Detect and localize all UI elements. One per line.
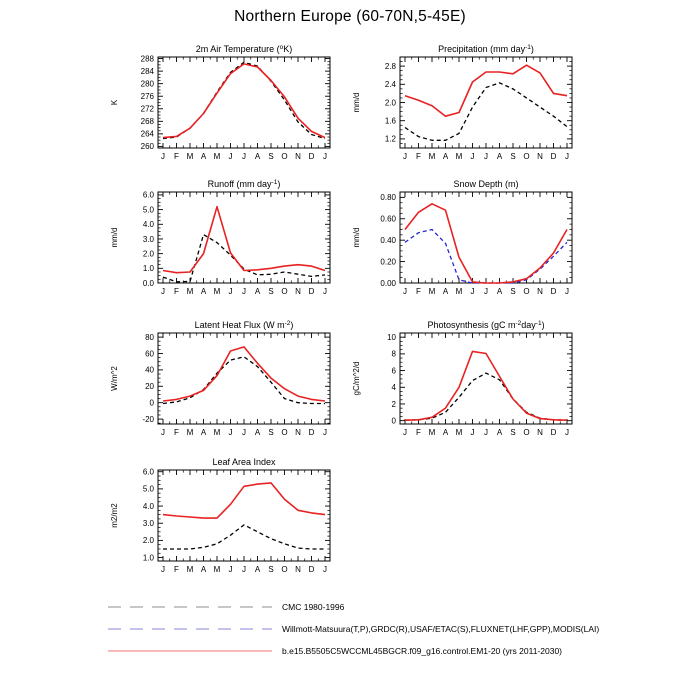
x-tick-label: F — [174, 287, 179, 296]
page-title: Northern Europe (60-70N,5-45E) — [234, 8, 466, 25]
series-line-obs-dashed-black — [163, 62, 325, 138]
y-tick-label: 2.0 — [142, 536, 154, 546]
x-tick-label: J — [403, 152, 407, 161]
x-tick-label: A — [200, 565, 207, 574]
y-tick-label: 4 — [391, 383, 396, 393]
x-tick-label: J — [161, 287, 165, 296]
x-tick-label: J — [484, 428, 488, 437]
x-tick-label: F — [174, 152, 179, 161]
x-tick-label: J — [323, 565, 327, 574]
y-tick-label: 1.2 — [384, 134, 396, 144]
y-tick-label: 0.00 — [380, 278, 396, 288]
series-line-obs-dashed-black — [405, 373, 567, 420]
chart-panel-1 — [100, 40, 350, 172]
x-tick-label: O — [281, 287, 288, 296]
y-tick-label: 272 — [140, 104, 154, 114]
x-tick-label: A — [200, 152, 207, 161]
y-tick-label: 0.20 — [380, 257, 396, 267]
legend-label: b.e15.B5505C5WCCML45BGCR.f09_g16.control.EM1-20 (yrs 2011-2030) — [282, 646, 563, 656]
y-tick-label: 6 — [391, 366, 396, 376]
y-axis-label: gC/m^2/d — [352, 361, 361, 396]
x-tick-label: S — [268, 287, 274, 296]
x-tick-label: O — [281, 428, 288, 437]
x-tick-label: J — [161, 565, 165, 574]
chart-panel-3 — [100, 175, 350, 307]
y-tick-label: 6.0 — [142, 467, 154, 477]
x-tick-label: J — [484, 152, 488, 161]
y-tick-label: 5.0 — [142, 484, 154, 494]
y-tick-label: 2.0 — [142, 249, 154, 259]
chart-panel-7 — [100, 453, 350, 585]
x-tick-label: O — [281, 152, 288, 161]
x-tick-label: A — [200, 287, 207, 296]
y-axis-label: mm/d — [352, 227, 361, 248]
x-axis — [161, 57, 327, 161]
x-tick-label: S — [268, 152, 274, 161]
x-tick-label: D — [550, 287, 557, 296]
y-tick-label: 0.40 — [380, 235, 396, 245]
chart-panel-4 — [342, 175, 592, 307]
chart-panel-6 — [342, 316, 592, 448]
x-tick-label: A — [442, 287, 449, 296]
x-tick-label: M — [186, 287, 194, 296]
y-tick-label: 20 — [145, 382, 154, 392]
legend-item — [100, 596, 599, 618]
chart-title: Runoff (mm day$^{-1}$) — [207, 178, 281, 189]
x-tick-label: D — [550, 428, 557, 437]
y-tick-label: 260 — [140, 142, 154, 152]
x-tick-label: J — [403, 428, 407, 437]
x-tick-label: J — [484, 287, 488, 296]
x-tick-label: A — [496, 152, 503, 161]
x-tick-label: D — [550, 152, 557, 161]
y-tick-label: 280 — [140, 79, 154, 89]
x-tick-label: N — [537, 287, 543, 296]
x-tick-label: J — [470, 287, 475, 296]
y-tick-label: 288 — [140, 54, 154, 64]
x-tick-label: M — [428, 428, 436, 437]
y-tick-label: 8 — [391, 349, 396, 359]
x-tick-label: S — [510, 287, 516, 296]
x-tick-label: J — [323, 287, 327, 296]
x-tick-label: S — [268, 428, 274, 437]
x-tick-label: J — [470, 152, 475, 161]
x-tick-label: S — [510, 152, 516, 161]
y-tick-label: 264 — [140, 129, 154, 139]
y-tick-label: 4.0 — [142, 220, 154, 230]
y-tick-label: 0 — [149, 398, 154, 408]
x-tick-label: O — [523, 287, 530, 296]
series-line-obs-dashed-black — [163, 235, 325, 282]
y-axis — [387, 333, 572, 425]
y-axis — [380, 192, 572, 288]
x-tick-label: A — [496, 287, 503, 296]
x-tick-label: J — [323, 428, 327, 437]
y-tick-label: 6.0 — [142, 190, 154, 200]
y-axis-label: mm/d — [110, 227, 119, 248]
x-tick-label: M — [213, 565, 221, 574]
x-tick-label: J — [242, 152, 246, 161]
x-tick-label: J — [565, 287, 569, 296]
x-axis — [161, 333, 327, 437]
series-line-obs-dashed-blue — [405, 230, 567, 284]
x-tick-label: M — [428, 152, 436, 161]
chart-title: Precipitation (mm day$^{-1}$) — [438, 43, 534, 54]
x-tick-label: M — [213, 428, 221, 437]
x-tick-label: D — [308, 565, 315, 574]
x-tick-label: J — [228, 287, 233, 296]
x-tick-label: F — [174, 565, 179, 574]
series-line-model-red — [405, 351, 567, 420]
chart-panel-5 — [100, 316, 350, 448]
x-tick-label: J — [228, 152, 233, 161]
chart-title: 2m Air Temperature ($^o$K) — [195, 43, 293, 54]
legend-label: Willmott-Matsuura(T,P),GRDC(R),USAF/ETAC(S),FLUXNET(LHF,GPP),MODIS(LAI) — [282, 624, 600, 634]
series-line-obs-dashed-black — [163, 525, 325, 549]
series-line-model-red — [163, 347, 325, 401]
y-tick-label: 2.4 — [384, 80, 396, 90]
series-line-model-red — [405, 204, 567, 283]
x-tick-label: O — [523, 152, 530, 161]
x-tick-label: F — [174, 428, 179, 437]
y-tick-label: 5.0 — [142, 205, 154, 215]
chart-canvas — [342, 175, 592, 307]
y-axis — [142, 333, 330, 424]
y-tick-label: -20 — [142, 414, 154, 424]
y-axis-label: K — [110, 99, 119, 106]
x-tick-label: A — [254, 287, 261, 296]
y-tick-label: 40 — [145, 365, 154, 375]
x-tick-label: J — [161, 428, 165, 437]
x-axis — [403, 333, 569, 437]
y-tick-label: 60 — [145, 349, 154, 359]
y-tick-label: 3.0 — [142, 519, 154, 529]
x-tick-label: N — [295, 152, 301, 161]
x-tick-label: S — [268, 565, 274, 574]
y-tick-label: 2.0 — [384, 98, 396, 108]
y-tick-label: 0.80 — [380, 193, 396, 203]
chart-title: Leaf Area Index — [212, 457, 276, 467]
x-tick-label: M — [428, 287, 436, 296]
x-tick-label: D — [308, 152, 315, 161]
x-tick-label: J — [323, 152, 327, 161]
x-tick-label: N — [295, 565, 301, 574]
legend — [100, 596, 599, 662]
plot-box — [400, 192, 572, 283]
y-tick-label: 2 — [391, 399, 396, 409]
x-tick-label: O — [523, 428, 530, 437]
x-tick-label: A — [200, 428, 207, 437]
x-tick-label: D — [308, 287, 315, 296]
series-line-model-red — [163, 64, 325, 138]
x-axis — [403, 192, 569, 296]
y-axis — [143, 191, 330, 288]
y-tick-label: 0.60 — [380, 214, 396, 224]
legend-line-swatch — [100, 623, 276, 635]
y-tick-label: 268 — [140, 117, 154, 127]
y-tick-label: 2.8 — [384, 61, 396, 71]
x-tick-label: A — [442, 428, 449, 437]
y-tick-label: 0.0 — [142, 278, 154, 288]
x-tick-label: M — [213, 152, 221, 161]
y-tick-label: 276 — [140, 92, 154, 102]
x-tick-label: A — [442, 152, 449, 161]
x-tick-label: A — [254, 152, 261, 161]
x-tick-label: J — [242, 428, 246, 437]
x-tick-label: F — [416, 152, 421, 161]
x-axis — [161, 192, 327, 296]
x-tick-label: O — [281, 565, 288, 574]
x-tick-label: D — [308, 428, 315, 437]
x-tick-label: M — [455, 287, 463, 296]
x-tick-label: J — [228, 428, 233, 437]
x-tick-label: F — [416, 428, 421, 437]
x-tick-label: J — [242, 287, 246, 296]
x-tick-label: J — [565, 428, 569, 437]
chart-canvas — [100, 40, 350, 172]
chart-title: Photosynthesis (gC $m^{-2}day^{-1}$) — [427, 319, 545, 330]
chart-title: Latent Heat Flux (W $m^{-2}$) — [194, 319, 294, 330]
x-tick-label: J — [228, 565, 233, 574]
y-axis-label: m2/m2 — [110, 503, 119, 528]
x-tick-label: N — [295, 287, 301, 296]
x-tick-label: S — [510, 428, 516, 437]
legend-line-swatch — [100, 645, 276, 657]
x-tick-label: N — [295, 428, 301, 437]
series-line-obs-dashed-black — [405, 83, 567, 140]
chart-canvas — [342, 316, 592, 448]
plot-box — [400, 333, 572, 424]
chart-panel-2 — [342, 40, 592, 172]
chart-canvas — [100, 453, 350, 585]
y-tick-label: 4.0 — [142, 501, 154, 511]
x-tick-label: N — [537, 152, 543, 161]
x-tick-label: A — [496, 428, 503, 437]
x-tick-label: J — [161, 152, 165, 161]
legend-item — [100, 640, 599, 662]
x-tick-label: M — [186, 565, 194, 574]
chart-canvas — [100, 316, 350, 448]
y-tick-label: 1.6 — [384, 116, 396, 126]
plot-box — [158, 57, 330, 148]
y-tick-label: 80 — [145, 332, 154, 342]
x-tick-label: F — [416, 287, 421, 296]
x-tick-label: M — [186, 428, 194, 437]
y-tick-label: 284 — [140, 66, 154, 76]
x-tick-label: A — [254, 565, 261, 574]
y-tick-label: 3.0 — [142, 234, 154, 244]
x-tick-label: M — [455, 152, 463, 161]
x-tick-label: M — [213, 287, 221, 296]
series-line-model-red — [163, 483, 325, 518]
y-tick-label: 1.0 — [142, 264, 154, 274]
x-tick-label: M — [186, 152, 194, 161]
x-tick-label: A — [254, 428, 261, 437]
y-axis-label: W/m^2 — [110, 366, 119, 391]
x-tick-label: J — [470, 428, 475, 437]
x-tick-label: J — [565, 152, 569, 161]
legend-line-swatch — [100, 601, 276, 613]
y-axis — [385, 57, 572, 148]
y-axis-label: mm/d — [352, 92, 361, 113]
plot-box — [158, 470, 330, 561]
x-tick-label: J — [403, 287, 407, 296]
y-tick-label: 1.0 — [142, 553, 154, 563]
y-tick-label: 0 — [391, 416, 396, 426]
x-tick-label: M — [455, 428, 463, 437]
chart-canvas — [342, 40, 592, 172]
y-tick-label: 10 — [387, 332, 396, 342]
chart-title: Snow Depth (m) — [453, 179, 519, 189]
legend-label: CMC 1980-1996 — [282, 602, 345, 612]
x-tick-label: J — [242, 565, 246, 574]
chart-canvas — [100, 175, 350, 307]
x-tick-label: N — [537, 428, 543, 437]
legend-item — [100, 618, 599, 640]
series-line-model-red — [163, 207, 325, 273]
